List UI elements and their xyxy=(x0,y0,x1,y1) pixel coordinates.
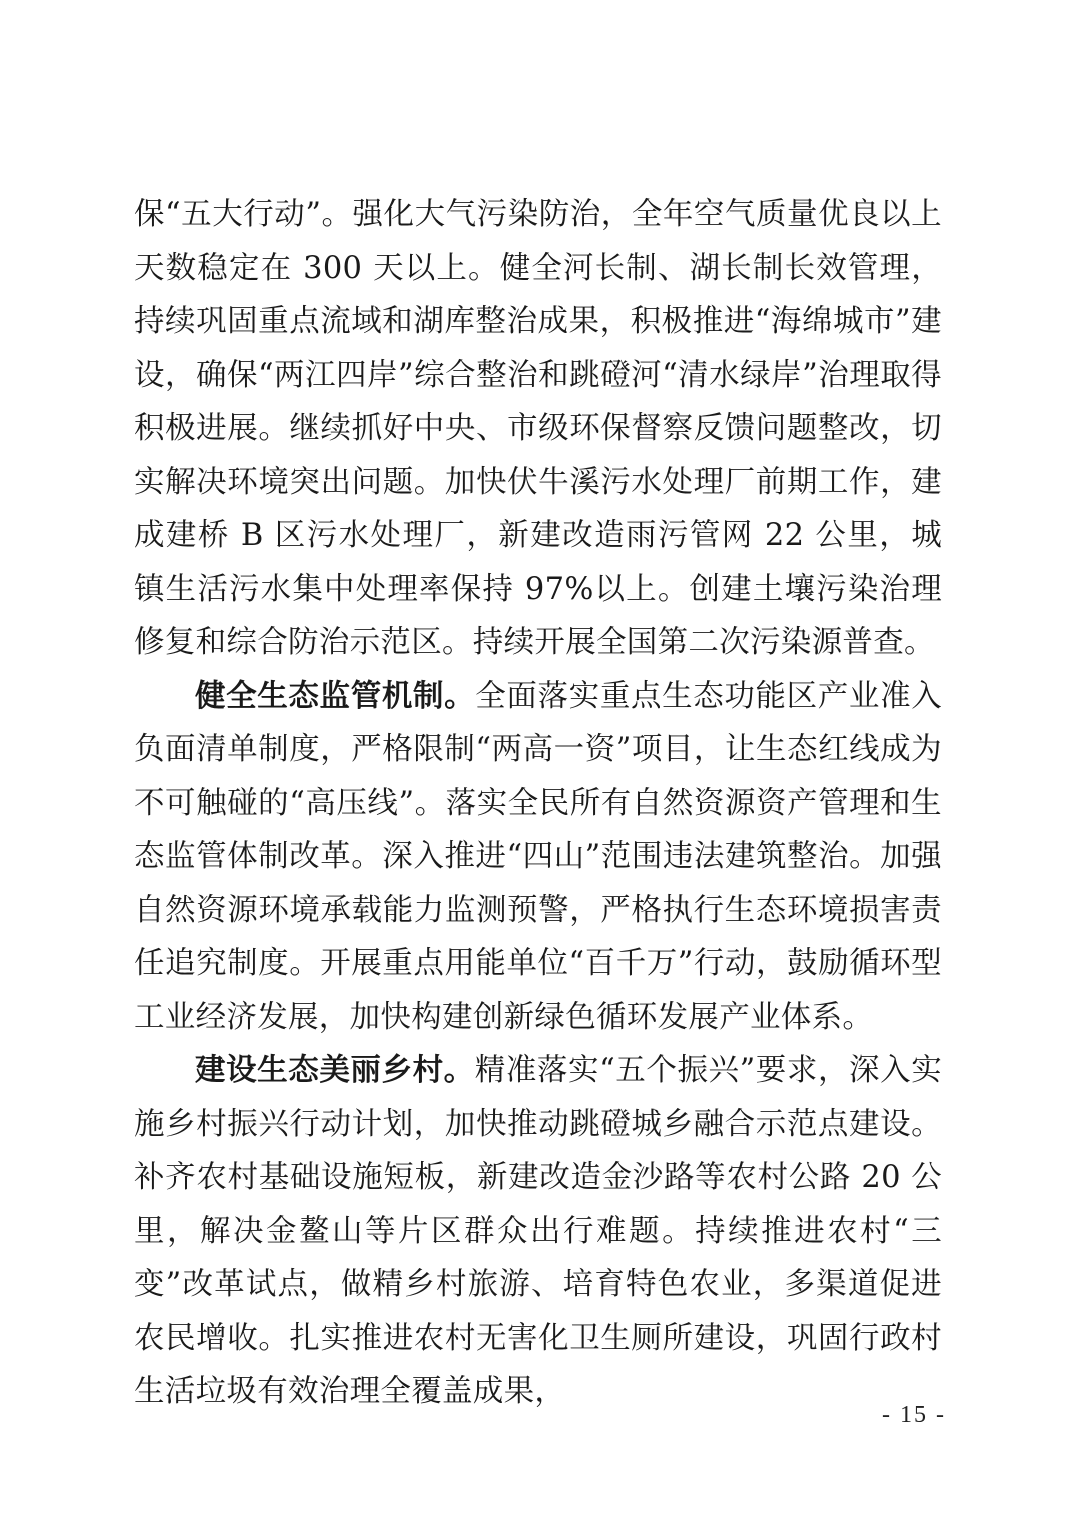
paragraph-ecological-supervision xyxy=(134,670,942,1045)
paragraph-beautiful-villages xyxy=(134,1044,942,1419)
page-number: - 15 - xyxy=(882,1402,946,1428)
paragraph-heading: 建设生态美丽乡村。 xyxy=(195,1052,475,1088)
paragraph-pollution-control xyxy=(134,188,942,670)
document-body xyxy=(134,188,942,1419)
paragraph-text: 保“五大行动”。强化大气污染防治，全年空气质量优良以上天数稳定在 300 天以上。健全河长制、湖长制长效管理，持续巩固重点流域和湖库整治成果，积极推进“海绵城市”建设，确保“两江四岸”综合整治和跳磴河“清水绿岸”治理取得积极进展。继续抓好中央、市级环保督察反馈问题整改，切实解决环境突出问题。加快伏牛溪污水处理厂前期工作，建成建桥 B 区污水处理厂，新建改造雨污管网 22 公里，城镇生活污水集中处理率保持 97%以上。创建土壤污染治理修复和综合防治示范区。持续开展全国第二次污染源普查。 xyxy=(134,197,942,660)
paragraph-heading: 健全生态监管机制。 xyxy=(195,677,476,714)
paragraph-text: 精准落实“五个振兴”要求，深入实施乡村振兴行动计划，加快推动跳磴城乡融合示范点建设。补齐农村基础设施短板，新建改造金沙路等农村公路 20 公里，解决金鳌山等片区群众出行难题。持续推进农村“三变”改革试点，做精乡村旅游、培育特色农业，多渠道促进农民增收。扎实推进农村无害化卫生厕所建设，巩固行政村生活垃圾有效治理全覆盖成果， xyxy=(134,1053,943,1409)
paragraph-text: 全面落实重点生态功能区产业准入负面清单制度，严格限制“两高一资”项目，让生态红线成为不可触碰的“高压线”。落实全民所有自然资源资产管理和生态监管体制改革。深入推进“四山”范围违法建筑整治。加强自然资源环境承载能力监测预警，严格执行生态环境损害责任追究制度。开展重点用能单位“百千万”行动，鼓励循环型工业经济发展，加快构建创新绿色循环发展产业体系。 xyxy=(134,678,943,1035)
